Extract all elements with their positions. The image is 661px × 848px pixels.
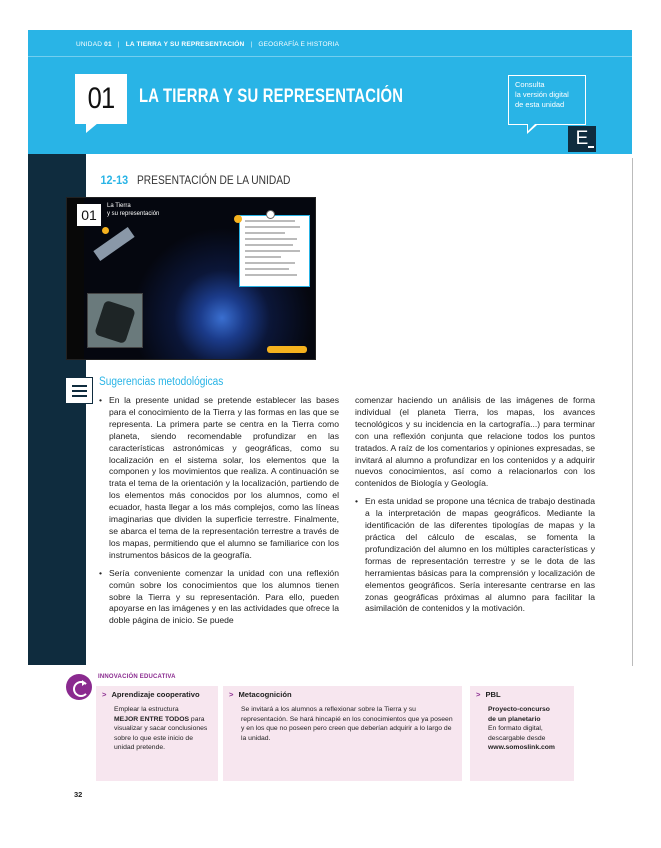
link-somoslink[interactable]: www.somoslink.com: [488, 744, 555, 752]
consulta-line-1: Consulta: [515, 80, 545, 89]
chevron-right-icon: >: [102, 690, 107, 699]
thumbnail-footer-bar: [267, 346, 307, 353]
unit-number-box: [75, 74, 127, 124]
smartphone-image: [87, 293, 143, 348]
card-heading: PBL: [485, 690, 501, 699]
unit-number: 01: [87, 82, 115, 115]
card-heading: Aprendizaje cooperativo: [111, 690, 200, 699]
consulta-line-2: la versión digital: [515, 90, 569, 99]
page-number: 32: [74, 790, 83, 799]
innovation-card-pbl: [470, 686, 574, 781]
card-text: Emplear la estructura: [114, 706, 179, 713]
spread-thumbnail: [66, 197, 316, 360]
paragraph: • Sería conveniente comenzar la unidad con una reflexión común sobre los conocimientos que los alumnos tienen sobre la Tierra y su representación. Para ello, pueden apoyarse en las imágenes y en las actividades que ofrece la doble página de inicio. Se puede: [99, 568, 339, 628]
chevron-right-icon: >: [476, 690, 481, 699]
text-column-left: [99, 395, 339, 627]
innovation-title: INNOVACIÓN EDUCATIVA: [98, 674, 176, 680]
thumbnail-marker-icon: [234, 215, 242, 223]
innovation-card-cooperative: [96, 686, 218, 781]
card-text-bold: Proyecto-concurso: [488, 706, 550, 713]
card-text-bold: MEJOR ENTRE TODOS: [114, 715, 190, 723]
thumbnail-title: [107, 202, 159, 218]
right-margin-line: [632, 158, 633, 666]
card-text: Se invitará a los alumnos a reflexionar sobre la Tierra y su representación. Se hará hincapié en los conocimientos que ya poseen y en los que no poseen pero creen que deberían adquirir a lo largo de la unidad.: [241, 706, 453, 742]
thumbnail-unit-number: 01: [77, 204, 101, 226]
methodology-title: Sugerencias metodológicas: [99, 376, 224, 388]
card-text-bold: de un planetario: [488, 715, 541, 723]
thumbnail-clock-icon: [266, 210, 275, 219]
digital-version-link[interactable]: [508, 75, 586, 125]
chevron-right-icon: >: [229, 690, 234, 699]
innovation-icon: [66, 674, 92, 700]
text-column-right: [355, 395, 595, 615]
breadcrumb-unit-title: LA TIERRA Y SU REPRESENTACIÓN: [125, 41, 245, 48]
card-text: descargable desde: [488, 734, 546, 742]
paragraph: • En la presente unidad se pretende establecer las bases para el conocimiento de la Tierra y las formas en las que se representa. La primera parte se centra en la Tierra como planeta, siendo recomendable profundizar en las características astronómicas y geográficas, como su localización en el sistema solar, los elementos que la componen y los movimientos que realiza. A continuación se trata el tema de la orientación y la localización, partiendo de los elementos más conocidos por los alumnos, como el ecuador, hasta llegar a los más complejos, como las líneas imaginarias que dividen la superficie terrestre. Finalmente, se abarca el tema de la representación terrestre a través de los mapas, permitiendo que el alumno se familiarice con los instrumentos básicos de la geografía.: [99, 395, 339, 562]
innovation-card-metacognition: [223, 686, 462, 781]
unit-title: LA TIERRA Y SU REPRESENTACIÓN: [139, 86, 404, 107]
thumbnail-badge-icon: [102, 227, 109, 234]
consulta-line-3: de esta unidad: [515, 100, 565, 109]
paragraph: comenzar haciendo un análisis de las imágenes de forma individual (el planeta Tierra, los mapas, los avances tecnológicos y su incidencia en la cartografía...) para terminar con una reflexión conjunta que relacione todos los puntos tratados. A raíz de los comentarios y opiniones expresadas, se invitará al alumno a profundizar en los contenidos y a adquirir nuevos conocimientos, así como a relacionarlos con los contenidos de Biología y Geología.: [355, 395, 595, 489]
card-heading: Metacognición: [238, 690, 292, 699]
thumbnail-title-line-2: y su representación: [107, 211, 160, 217]
card-text: para visualizar y sacar conclusiones sobre lo que este inicio de unidad pretende.: [114, 715, 208, 752]
breadcrumb-unit-label: UNIDAD: [76, 41, 103, 48]
thumbnail-title-line-1: La Tierra: [107, 203, 131, 209]
breadcrumb: UNIDAD 01 | LA TIERRA Y SU REPRESENTACIÓN | GEOGRAFÍA E HISTORIA: [76, 41, 340, 48]
header-divider: [28, 56, 632, 57]
section-title: PRESENTACIÓN DE LA UNIDAD: [137, 173, 291, 187]
unit-box-tail: [86, 123, 98, 133]
thumbnail-text-panel: [239, 215, 310, 287]
breadcrumb-unit-number: 01: [104, 41, 112, 48]
section-header: [99, 173, 318, 187]
breadcrumb-subject: GEOGRAFÍA E HISTORIA: [258, 41, 340, 48]
paragraph: • En esta unidad se propone una técnica de trabajo destinada a la interpretación de mapas geográficos. Mediante la identificación de las diferentes tipologías de mapas y la práctica del cálculo de escalas, se fomenta la profundización del alumno en los múltiples características y formas de representación terrestre y se le dota de las herramientas básicas para la comprensión y localización de elementos geográficos. Sería interesante centrarse en las zonas geográficas próximas al alumno para facilitar la asimilación de contenidos y la motivación.: [355, 496, 595, 615]
e-badge-letter: E: [575, 128, 589, 149]
section-pages: 12-13: [100, 173, 129, 187]
card-text: En formato digital,: [488, 725, 543, 733]
e-book-icon[interactable]: [568, 126, 596, 152]
consulta-tail: [527, 125, 537, 134]
methodology-icon: [65, 377, 93, 404]
